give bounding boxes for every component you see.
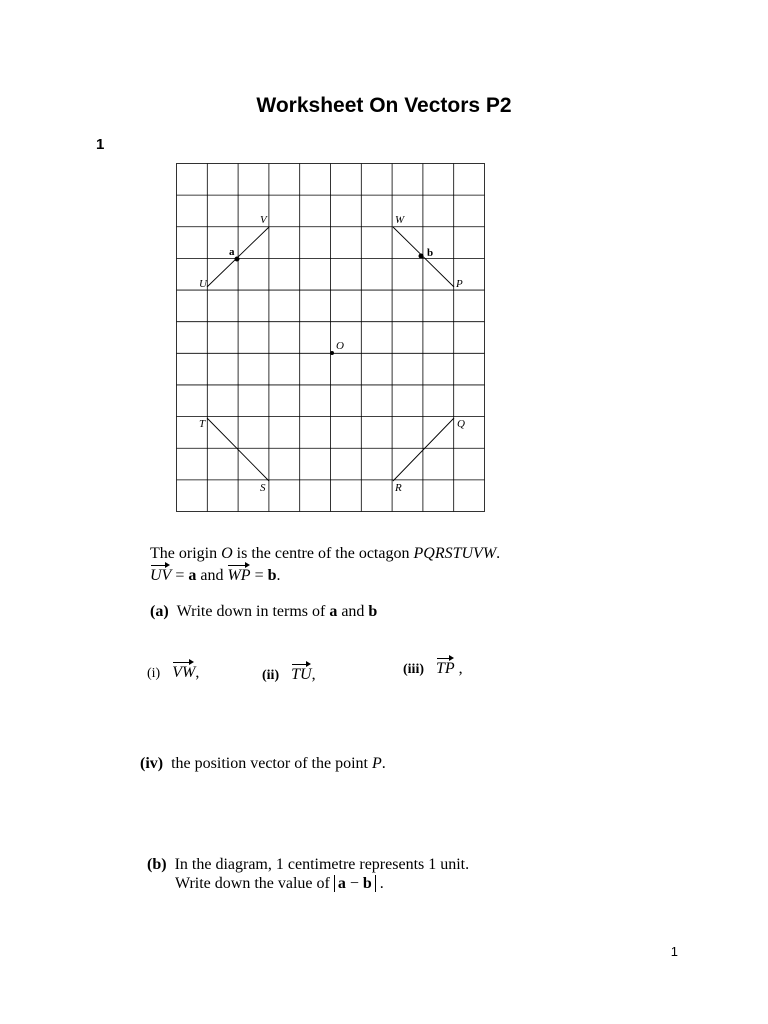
vector-tp: TP (436, 656, 455, 678)
vector-tu: TU (291, 662, 311, 684)
part-b-line-1 (147, 856, 469, 874)
vector-vw: VW (172, 660, 195, 682)
intro-line-2 (150, 563, 281, 585)
intro-octagon: PQRSTUVW (413, 545, 497, 562)
label-a: a (229, 246, 235, 258)
edge-rq (393, 418, 454, 481)
sub-iv-point: P (371, 755, 382, 772)
sub-ii-comma: , (311, 666, 316, 683)
part-b-end: . (375, 875, 384, 892)
magnitude-a-minus-b (334, 875, 376, 892)
label-w: W (395, 214, 405, 226)
part-b-line-2 (175, 875, 384, 893)
label-r: R (395, 482, 402, 494)
part-a-text: Write down in terms of (176, 603, 330, 620)
label-b: b (427, 247, 434, 259)
and-text: and (196, 567, 228, 584)
sub-i-label: (i) (147, 666, 161, 681)
abs-b: b (362, 875, 372, 892)
sub-i-comma: , (195, 664, 200, 681)
part-a-line (150, 603, 377, 621)
page-title: Worksheet On Vectors P2 (256, 94, 512, 117)
sub-question-ii (262, 662, 316, 684)
point-a-dot (235, 257, 240, 262)
edge-wp (393, 227, 454, 287)
grid-lines (177, 164, 485, 512)
equals-b: = (250, 567, 268, 584)
intro-line-1 (150, 545, 500, 563)
sub-question-i (147, 660, 199, 682)
label-v: V (260, 214, 267, 226)
sub-iv-end: . (381, 755, 386, 772)
page-number: 1 (670, 944, 678, 959)
label-s: S (260, 482, 266, 494)
label-o: O (336, 340, 344, 352)
abs-minus: − (345, 875, 363, 892)
part-b-text-2: Write down the value of (175, 875, 334, 892)
sub-question-iii (403, 656, 463, 678)
part-a-and: and (337, 603, 369, 620)
intro-text-1: The origin (150, 545, 222, 562)
grid-vertical-lines (207, 164, 453, 512)
intro-end: . (276, 567, 281, 584)
label-u: U (199, 278, 207, 290)
intro-text-3: . (496, 545, 501, 562)
sub-iii-comma: , (454, 660, 463, 677)
vector-b: b (267, 567, 277, 584)
question-number: 1 (96, 136, 105, 153)
part-b-text-1: In the diagram, 1 centimetre represents 1 unit. (174, 856, 470, 873)
vector-uv: UV (150, 563, 171, 585)
label-t: T (199, 418, 206, 430)
part-a-label: (a) (150, 603, 169, 620)
origin-dot (330, 351, 334, 355)
equals-a: = (171, 567, 189, 584)
vector-wp: WP (227, 563, 250, 585)
sub-iii-label: (iii) (403, 662, 424, 677)
sub-iv-text: the position vector of the point (171, 755, 372, 772)
abs-a: a (337, 875, 346, 892)
intro-text-2: is the centre of the octagon (232, 545, 414, 562)
octagon-grid-diagram (176, 163, 488, 513)
sub-question-iv (140, 755, 386, 773)
intro-origin: O (221, 545, 233, 562)
part-a-b: b (368, 603, 378, 620)
vector-a: a (188, 567, 197, 584)
sub-iv-label: (iv) (140, 755, 164, 772)
part-b-label: (b) (147, 856, 167, 873)
sub-ii-label: (ii) (262, 668, 280, 683)
label-p: P (456, 278, 463, 290)
point-b-dot (419, 254, 424, 259)
label-q: Q (457, 418, 465, 430)
part-a-a: a (329, 603, 338, 620)
